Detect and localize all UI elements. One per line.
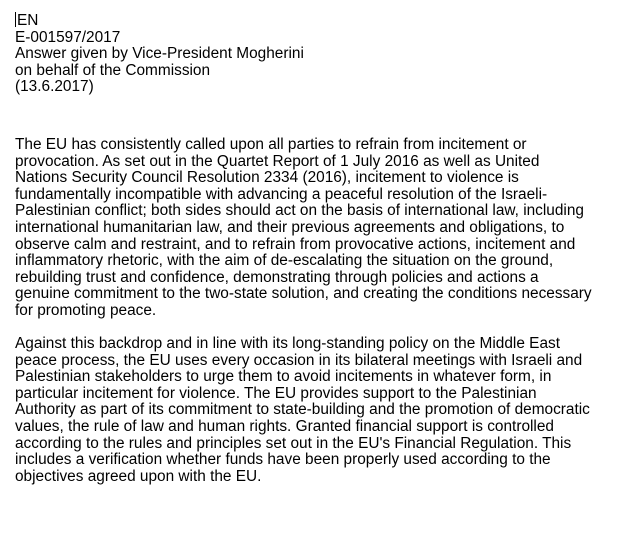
document-header: [15, 12, 623, 96]
behalf-line: on behalf of the Commission: [15, 61, 211, 79]
paragraph-1: [15, 137, 623, 320]
paragraph-line: international humanitarian law, and their previous agreements and obligations, to: [15, 218, 565, 236]
paragraph-line: Palestinian stakeholders to urge them to avoid incitements in whatever form, in: [15, 368, 552, 386]
answer-attribution: Answer given by Vice-President Mogherini: [15, 45, 304, 63]
answer-date: (13.6.2017): [15, 78, 94, 96]
paragraph-line: Authority as part of its commitment to state-building and the promotion of democratic: [15, 401, 590, 419]
paragraph-line: objectives agreed upon with the EU.: [15, 467, 262, 485]
paragraph-line: according to the rules and principles set out in the EU's Financial Regulation. This: [15, 434, 572, 452]
header-spacer: [15, 96, 623, 137]
language-code-text: EN: [17, 12, 39, 29]
paragraph-line: particular incitement for violence. The EU provides support to the Palestinian: [15, 384, 537, 402]
paragraph-line: rebuilding trust and confidence, demonstrating through policies and actions a: [15, 268, 539, 286]
document-body[interactable]: [15, 12, 623, 485]
paragraph-line: Against this backdrop and in line with its long-standing policy on the Middle East: [15, 335, 560, 353]
paragraph-line: includes a verification whether funds have been properly used according to the: [15, 451, 551, 469]
paragraph-line: fundamentally incompatible with advancing a peaceful resolution of the Israeli-: [15, 185, 548, 203]
paragraph-line: for promoting peace.: [15, 301, 157, 319]
paragraph-line: values, the rule of law and human rights. Granted financial support is controlled: [15, 418, 554, 436]
paragraph-2: [15, 336, 623, 485]
paragraph-line: The EU has consistently called upon all parties to refrain from incitement or: [15, 135, 527, 153]
paragraph-line: peace process, the EU uses every occasion in its bilateral meetings with Israeli and: [15, 351, 583, 369]
paragraph-line: genuine commitment to the two-state solution, and creating the conditions necessary: [15, 285, 592, 303]
paragraph-line: Palestinian conflict; both sides should act on the basis of international law, including: [15, 202, 584, 220]
reference-number: E-001597/2017: [15, 28, 121, 46]
text-cursor: [15, 12, 16, 27]
language-code: [15, 12, 623, 30]
paragraph-line: Nations Security Council Resolution 2334 (2016), incitement to violence is: [15, 169, 519, 187]
paragraph-line: observe calm and restraint, and to refrain from provocative actions, incitement and: [15, 235, 576, 253]
paragraph-line: inflammatory rhetoric, with the aim of de-escalating the situation on the ground,: [15, 252, 554, 270]
paragraph-line: provocation. As set out in the Quartet Report of 1 July 2016 as well as United: [15, 152, 540, 170]
